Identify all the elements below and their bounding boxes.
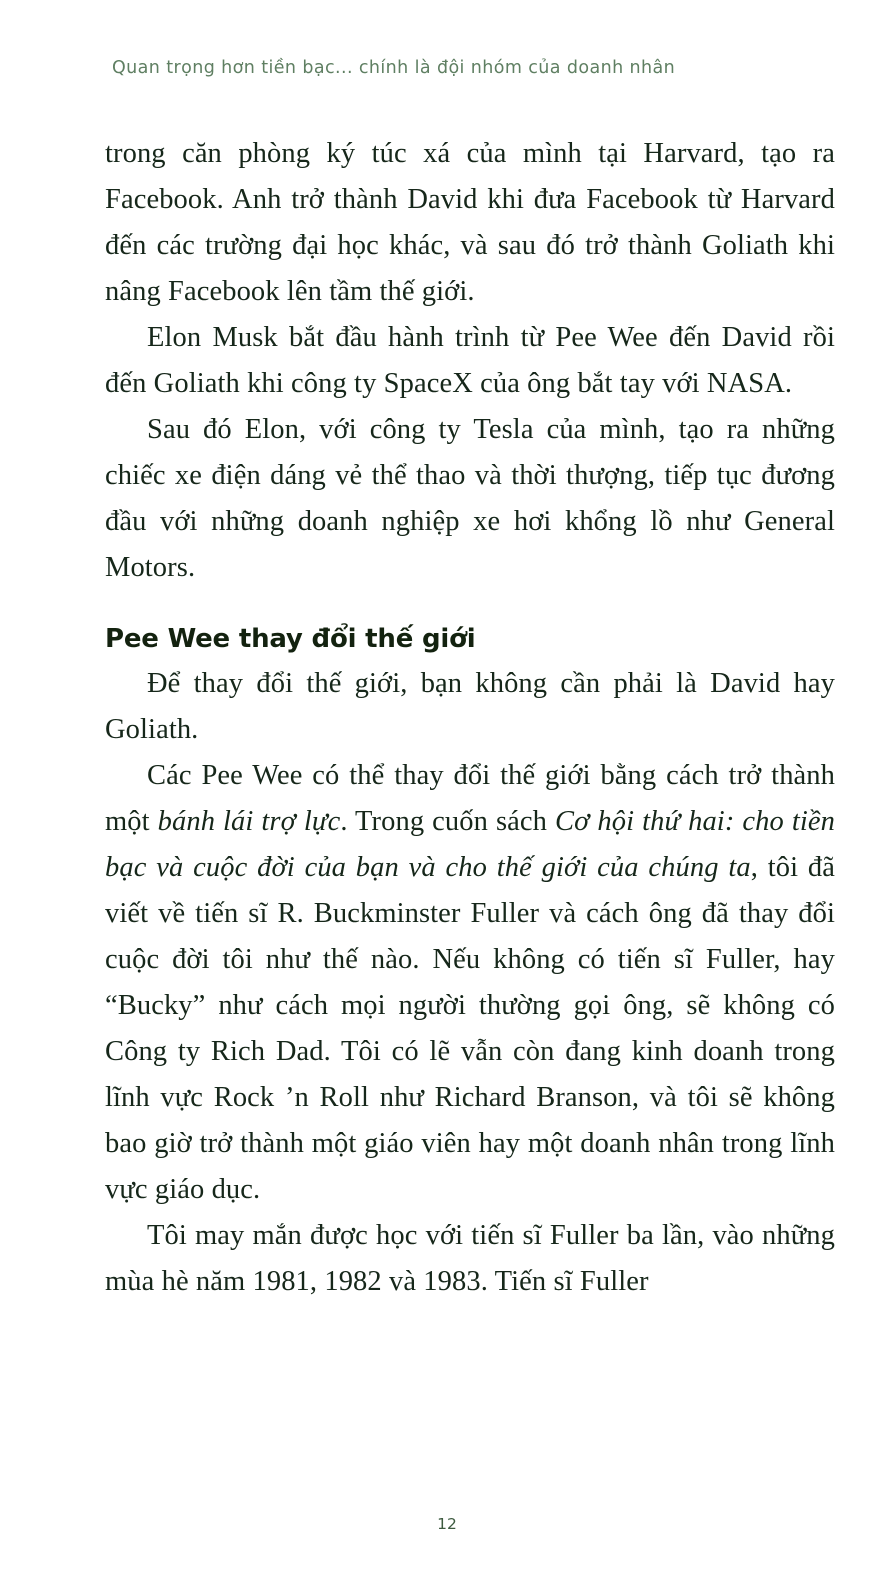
text-run: Các Pee Wee có thể thay đổi thế giới bằng cách trở thành một	[105, 760, 835, 837]
text-run: , tôi đã viết về tiến sĩ R. Buckminster Fuller và cách ông đã thay đổi cuộc đời tôi như thế nào. Nếu không có tiến sĩ Fuller, hay “Bucky” như cách mọi người thường gọi ông, sẽ không có Công ty Rich Dad. Tôi có lẽ vẫn còn đang kinh doanh trong lĩnh vực Rock ’n Roll như Richard Branson, và tôi sẽ không bao giờ trở thành một giáo viên hay một doanh nhân trong lĩnh vực giáo dục.	[105, 852, 835, 1205]
italic-book-title: Cơ hội thứ hai: cho tiền bạc và cuộc đời của bạn và cho thế giới của chúng ta	[105, 806, 835, 883]
paragraph: Elon Musk bắt đầu hành trình từ Pee Wee đến David rồi đến Goliath khi công ty SpaceX của ông bắt tay với NASA.	[105, 322, 835, 399]
page-number: 12	[437, 1515, 457, 1533]
section-heading: Pee Wee thay đổi thế giới	[105, 624, 476, 654]
body-text-column	[105, 131, 835, 1305]
running-head: Quan trọng hơn tiền bạc... chính là đội nhóm của doanh nhân	[112, 58, 676, 78]
paragraph: Để thay đổi thế giới, bạn không cần phải là David hay Goliath.	[105, 668, 835, 745]
paragraph: Sau đó Elon, với công ty Tesla của mình, tạo ra những chiếc xe điện dáng vẻ thể thao và thời thượng, tiếp tục đương đầu với những doanh nghiệp xe hơi khổng lồ như General Motors.	[105, 414, 835, 583]
text-run: . Trong cuốn sách	[340, 806, 555, 837]
italic-phrase: bánh lái trợ lực	[157, 806, 341, 837]
paragraph: Tôi may mắn được học với tiến sĩ Fuller ba lần, vào những mùa hè năm 1981, 1982 và 1983. Tiến sĩ Fuller	[105, 1220, 835, 1297]
paragraph: trong căn phòng ký túc xá của mình tại Harvard, tạo ra Facebook. Anh trở thành David khi đưa Facebook từ Harvard đến các trường đại học khác, và sau đó trở thành Goliath khi nâng Facebook lên tầm thế giới.	[105, 138, 835, 307]
paragraph-with-italics	[105, 753, 835, 1213]
